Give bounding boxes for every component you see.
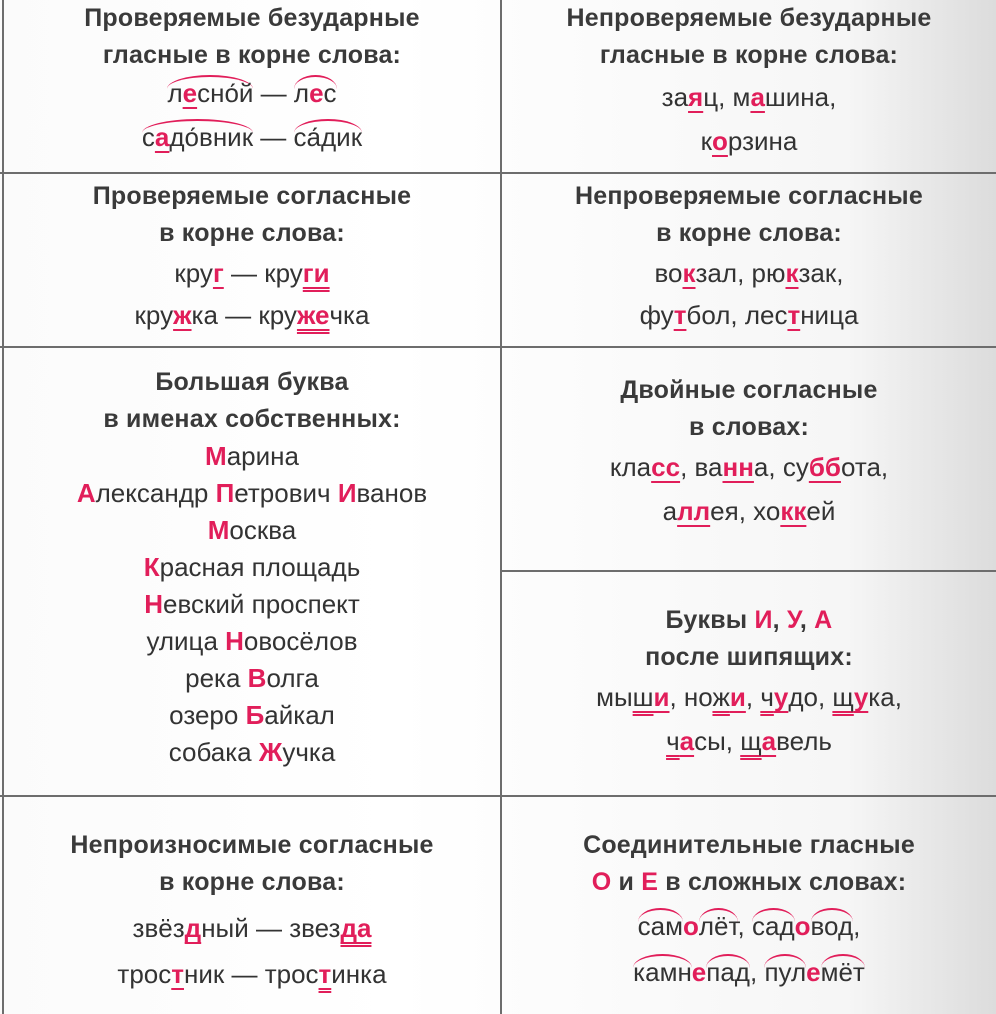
cell-title: в именах собственных: xyxy=(103,405,401,433)
cell-connecting-vowels xyxy=(502,797,996,1014)
cell-unchecked-consonants xyxy=(502,174,996,346)
cell-title: Проверяемые безударные xyxy=(84,4,420,32)
example-line: тростник — тростинка xyxy=(117,959,387,989)
name-line: Марина xyxy=(205,441,299,471)
cell-title: Двойные согласные xyxy=(620,376,878,404)
cell-checked-unstressed-vowels xyxy=(4,0,500,172)
cell-unchecked-unstressed-vowels xyxy=(502,0,996,172)
name-line: Невский проспект xyxy=(144,589,360,619)
example-line: камнепад, пулемёт xyxy=(633,953,865,991)
name-line: собака Жучка xyxy=(168,737,336,767)
cell-title: Буквы И, У, А xyxy=(665,606,833,634)
cell-title: О и Е в сложных словах: xyxy=(591,868,907,896)
name-line: Александр Петрович Иванов xyxy=(76,478,428,508)
cell-checked-consonants xyxy=(4,174,500,346)
example-line: самолёт, садовод, xyxy=(638,907,861,945)
cell-silent-consonants xyxy=(4,797,500,1014)
example-line: класс, ванна, суббота, xyxy=(609,452,889,482)
example-line: вокзал, рюкзак, xyxy=(654,258,844,288)
cell-title: Непроверяемые безударные xyxy=(566,4,932,32)
cell-double-consonants xyxy=(502,348,996,570)
cell-title: Большая буква xyxy=(155,368,349,396)
name-line: Красная площадь xyxy=(143,552,361,582)
cell-title: гласные в корне слова: xyxy=(599,41,899,69)
cell-capital-letters xyxy=(4,348,500,795)
cell-title: после шипящих: xyxy=(645,643,853,671)
example-line: заяц, машина, xyxy=(661,82,837,112)
example-line: корзина xyxy=(700,126,798,156)
example-line: садо́вник — са́дик xyxy=(142,118,362,156)
example-line: мыши, ножи, чудо, щука, xyxy=(596,682,902,712)
example-line: футбол, лестница xyxy=(639,300,859,330)
cell-title: Непроизносимые согласные xyxy=(70,831,434,859)
name-line: улица Новосёлов xyxy=(146,626,358,656)
example-line: кружка — кружечка xyxy=(134,300,370,330)
cell-title: Непроверяемые согласные xyxy=(575,182,923,210)
cell-title: гласные в корне слова: xyxy=(102,41,402,69)
example-line: звёздный — звезда xyxy=(132,913,372,943)
cell-title: в корне слова: xyxy=(656,219,842,247)
example-line: круг — круги xyxy=(174,258,330,288)
cell-letters-after-sibilants xyxy=(502,572,996,795)
example-line: часы, щавель xyxy=(666,726,832,756)
example-line: лесно́й — лес xyxy=(167,74,336,112)
example-line: аллея, хоккей xyxy=(662,496,836,526)
cell-title: Проверяемые согласные xyxy=(92,182,412,210)
cell-title: Соединительные гласные xyxy=(583,831,915,859)
name-line: Москва xyxy=(207,515,297,545)
cell-title: в корне слова: xyxy=(159,219,345,247)
cell-title: в корне слова: xyxy=(159,868,345,896)
cell-title: в словах: xyxy=(688,413,809,441)
name-line: озеро Байкал xyxy=(169,700,335,730)
name-line: река Волга xyxy=(185,663,319,693)
